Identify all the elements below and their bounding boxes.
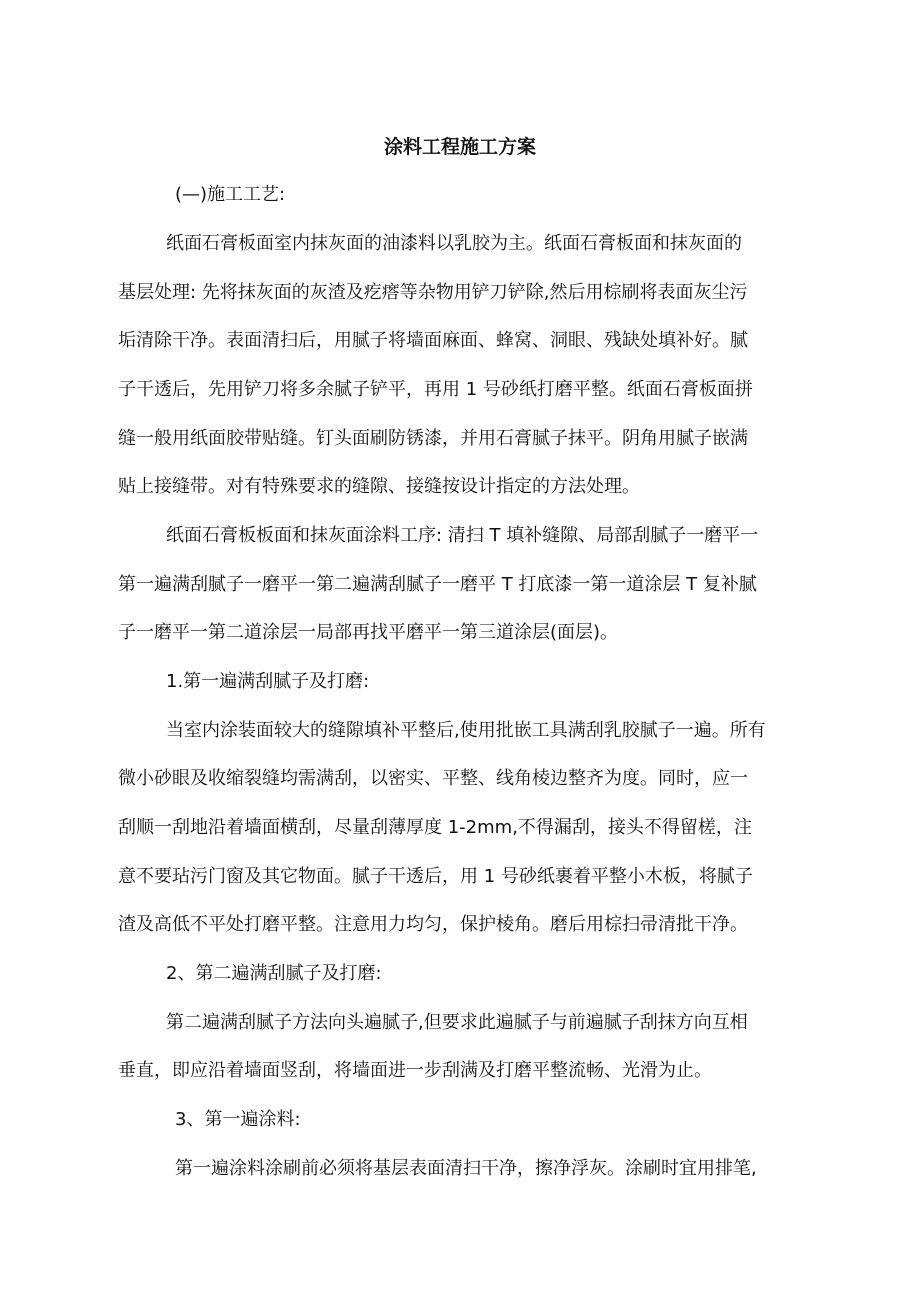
paragraph-line: 第一遍满刮腻子一磨平一第二遍满刮腻子一磨平 T 打底漆一第一道涂层 T 复补腻 [118, 574, 757, 595]
paragraph-line: 刮顺一刮地沿着墙面横刮，尽量刮薄厚度 1-2mm,不得漏刮，接头不得留槎，注 [118, 817, 752, 838]
section-heading-first-putty: 1.第一遍满刮腻子及打磨: [166, 671, 370, 692]
paragraph-line: 当室内涂装面较大的缝隙填补平整后,使用批嵌工具满刮乳胶腻子一遍。所有 [166, 720, 766, 741]
paragraph-line: 纸面石膏板板面和抹灰面涂料工序: 清扫 T 填补缝隙、局部刮腻子一磨平一 [166, 525, 759, 546]
paragraph-line: 第一遍涂料涂刷前必须将基层表面清扫干净，擦净浮灰。涂刷时宜用排笔, [175, 1158, 757, 1179]
section-heading-construction-process: (—)施工工艺: [175, 184, 286, 205]
section-heading-second-putty: 2、第二遍满刮腻子及打磨: [166, 963, 382, 984]
paragraph-line: 缝一般用纸面胶带贴缝。钉头面刷防锈漆，并用石膏腻子抹平。阴角用腻子嵌满 [118, 428, 748, 449]
paragraph-line: 第二遍满刮腻子方法向头遍腻子,但要求此遍腻子与前遍腻子刮抹方向互相 [166, 1012, 748, 1033]
paragraph-line: 微小砂眼及收缩裂缝均需满刮，以密实、平整、线角棱边整齐为度。同时，应一 [118, 768, 748, 789]
paragraph-line: 渣及高低不平处打磨平整。注意用力均匀，保护棱角。磨后用棕扫帚清批干净。 [118, 914, 748, 935]
paragraph-line: 基层处理: 先将抹灰面的灰渣及疙瘩等杂物用铲刀铲除,然后用棕刷将表面灰尘污 [118, 282, 748, 303]
paragraph-line: 纸面石膏板面室内抹灰面的油漆料以乳胶为主。纸面石膏板面和抹灰面的 [166, 233, 742, 254]
paragraph-line: 子一磨平一第二道涂层一局部再找平磨平一第三道涂层(面层)。 [118, 622, 619, 643]
section-heading-first-coating: 3、第一遍涂料: [175, 1109, 301, 1130]
document-title: 涂料工程施工方案 [383, 136, 536, 158]
paragraph-line: 垢清除干净。表面清扫后，用腻子将墙面麻面、蜂窝、洞眼、残缺处填补好。腻 [118, 330, 748, 351]
paragraph-line: 子干透后，先用铲刀将多余腻子铲平，再用 1 号砂纸打磨平整。纸面石膏板面拼 [118, 379, 753, 400]
paragraph-line: 垂直，即应沿着墙面竖刮，将墙面进一步刮满及打磨平整流畅、光滑为止。 [118, 1060, 712, 1081]
paragraph-line: 贴上接缝带。对有特殊要求的缝隙、接缝按设计指定的方法处理。 [118, 476, 640, 497]
paragraph-line: 意不要玷污门窗及其它物面。腻子干透后，用 1 号砂纸裹着平整小木板，将腻子 [118, 866, 753, 887]
